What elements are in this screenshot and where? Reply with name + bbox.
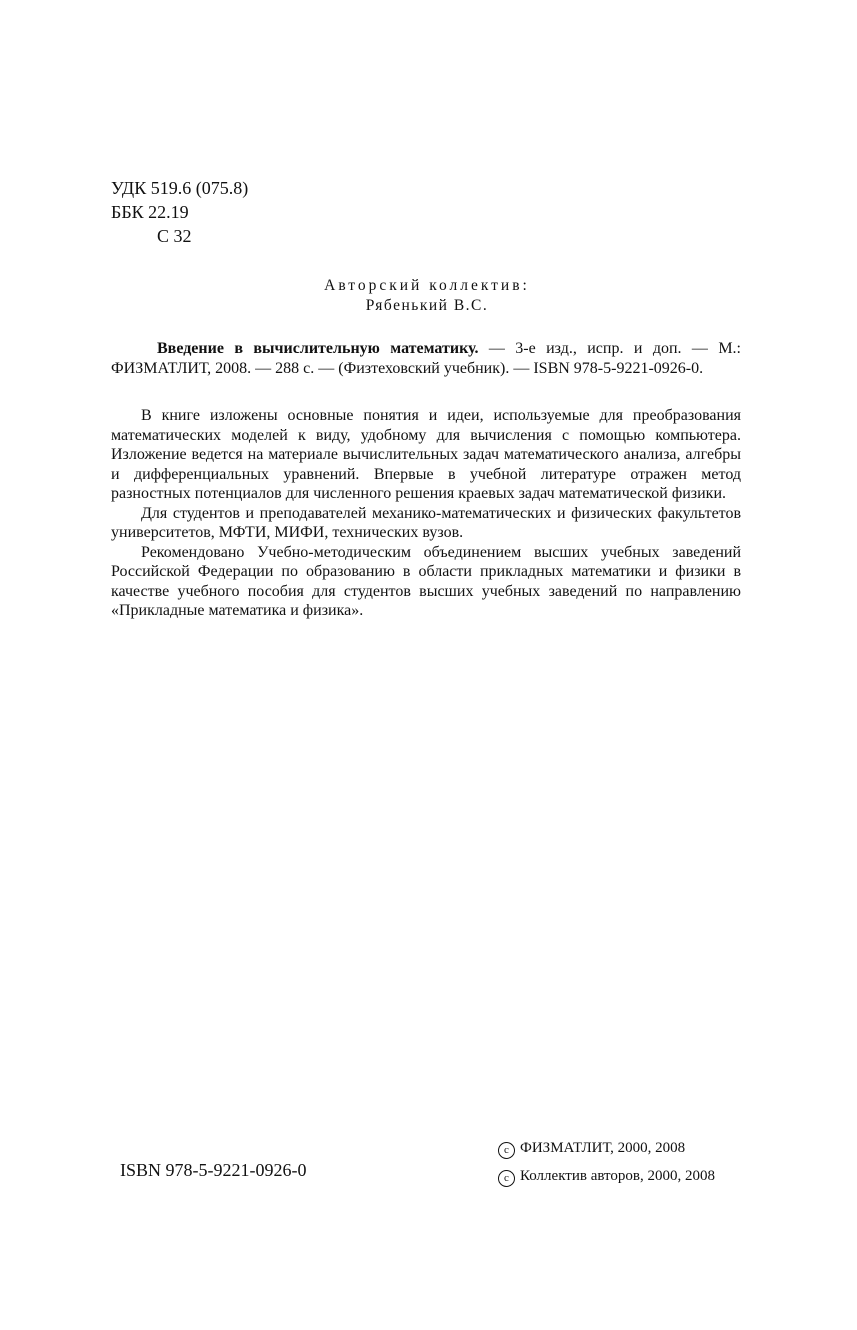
annotation-paragraph: В книге изложены основные понятия и идеи, используемые для преобразования математических моделей к виду, удобному для вычисления с помощью компьютера. Изложение ведется на материале вычислительных задач математического анализа, алгебры и дифференциальных уравнений. Впервые в учебной литературе отражен метод разностных потенциалов для численного решения краевых задач математической физики. [111, 407, 741, 502]
copyright-authors: Коллектив авторов, 2000, 2008 [520, 1168, 715, 1184]
copyright-icon: c [498, 1170, 515, 1187]
classification-codes [111, 176, 248, 248]
copyright-block [498, 1134, 715, 1190]
isbn: ISBN 978-5-9221-0926-0 [120, 1160, 307, 1180]
citation-details: — 3-е изд., испр. и доп. — М.: ФИЗМАТЛИТ, 2008. — 288 с. — (Физтеховский учебник). — ISBN 978-5-9221-0926-0. [111, 340, 742, 377]
authors-block [111, 276, 743, 316]
annotation-paragraph: Рекомендовано Учебно-методическим объединением высших учебных заведений Российской Федерации по образованию в области прикладных математики и физики в качестве учебного пособия для студентов высших учебных заведений по направлению «Прикладные математика и физика». [111, 543, 741, 619]
copyright-line [498, 1162, 715, 1190]
bibliographic-citation [111, 339, 741, 379]
udk-code: УДК 519.6 (075.8) [111, 178, 249, 198]
book-title: Введение в вычислительную математику. [157, 340, 479, 357]
author-mark-code: С 32 [157, 226, 192, 246]
author-name: Рябенький В.С. [365, 297, 489, 314]
copyright-line [498, 1134, 715, 1162]
annotation-paragraph: Для студентов и преподавателей механико-математических и физических факультетов университетов, МФТИ, МИФИ, технических вузов. [111, 504, 741, 541]
authors-heading: Авторский коллектив: [324, 277, 530, 294]
annotation [111, 406, 741, 621]
copyright-publisher: ФИЗМАТЛИТ, 2000, 2008 [520, 1140, 686, 1156]
copyright-icon: c [498, 1142, 515, 1159]
bbk-code: ББК 22.19 [111, 202, 189, 222]
